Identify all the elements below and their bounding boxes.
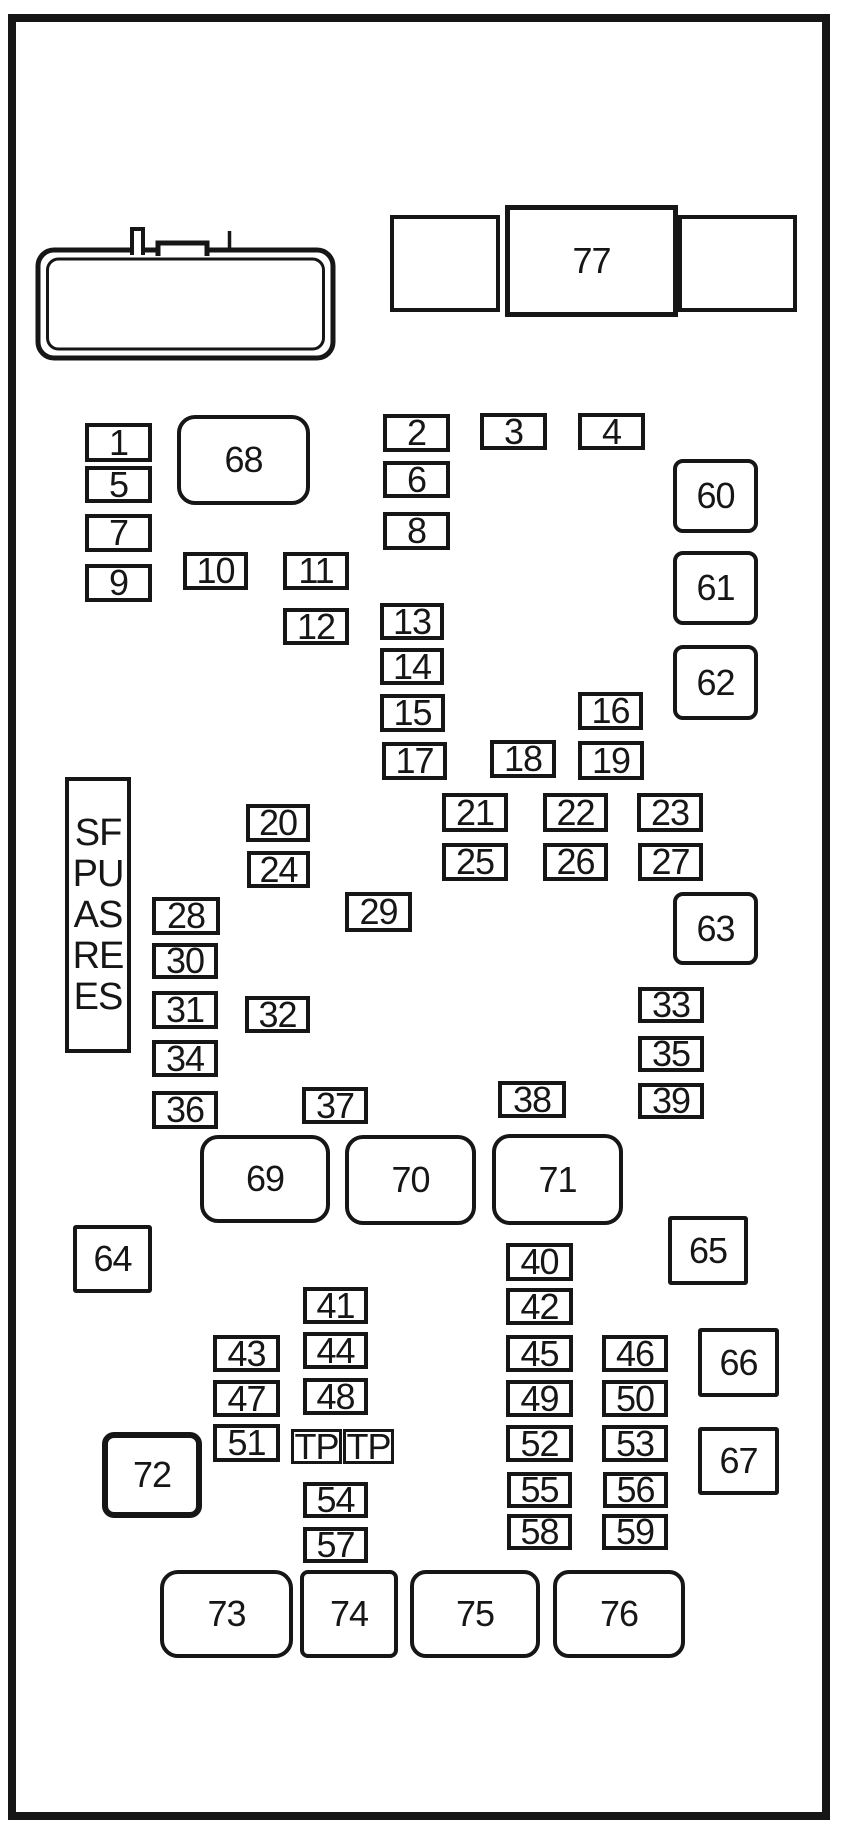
fuse-33 bbox=[638, 984, 704, 1025]
relay-66-label: 66 bbox=[719, 1341, 758, 1383]
relay-68 bbox=[177, 415, 310, 505]
fuse-3 bbox=[480, 410, 547, 452]
fuse-30 bbox=[152, 940, 218, 981]
fuse-4-label: 4 bbox=[601, 410, 622, 452]
fuse-23 bbox=[637, 793, 703, 832]
mega-fuse-77-label: 77 bbox=[572, 240, 611, 281]
fuse-27 bbox=[638, 843, 703, 881]
fuse-24 bbox=[247, 848, 310, 890]
fuse-22-label: 22 bbox=[556, 791, 595, 833]
fuse-29-label: 29 bbox=[359, 891, 398, 932]
relay-61 bbox=[673, 551, 758, 625]
fuse-55-label: 55 bbox=[520, 1469, 559, 1510]
relay-68-label: 68 bbox=[224, 439, 263, 480]
relay-73-label: 73 bbox=[207, 1593, 246, 1634]
fuse-1-label: 1 bbox=[108, 421, 129, 463]
fuse-28 bbox=[152, 897, 220, 935]
fuse-32 bbox=[245, 993, 310, 1035]
fuse-34 bbox=[152, 1037, 218, 1079]
fuse-26-label: 26 bbox=[556, 841, 595, 882]
relay-61-label: 61 bbox=[696, 567, 735, 608]
fuse-6-label: 6 bbox=[406, 458, 427, 500]
fuse-47 bbox=[213, 1377, 280, 1419]
fuse-22 bbox=[543, 793, 608, 832]
fuse-20-label: 20 bbox=[258, 802, 298, 843]
fuse-52-label: 52 bbox=[520, 1422, 559, 1464]
fuse-10 bbox=[183, 552, 248, 590]
fuse-11 bbox=[283, 552, 349, 590]
fuse-56 bbox=[603, 1469, 668, 1510]
fuse-24-label: 24 bbox=[259, 848, 298, 890]
fuse-20 bbox=[246, 804, 310, 842]
mega-fuse-77 bbox=[505, 205, 678, 317]
test-point-2 bbox=[343, 1425, 394, 1467]
relay-62 bbox=[673, 645, 758, 720]
relay-72-label: 72 bbox=[132, 1454, 172, 1495]
relay-70 bbox=[345, 1135, 476, 1225]
fuse-42 bbox=[506, 1285, 573, 1327]
spare-fuses-label bbox=[65, 777, 131, 1053]
fuse-28-label: 28 bbox=[166, 895, 206, 936]
fuse-7 bbox=[85, 514, 152, 552]
fuse-1 bbox=[85, 423, 152, 462]
fuse-40 bbox=[506, 1243, 573, 1281]
fuse-57-label: 57 bbox=[316, 1524, 355, 1565]
connector-bump bbox=[158, 243, 207, 256]
fuse-8 bbox=[383, 512, 450, 550]
fuse-49 bbox=[506, 1377, 573, 1419]
relay-69 bbox=[200, 1135, 330, 1223]
fuse-54-label: 54 bbox=[316, 1479, 355, 1520]
fuse-35-label: 35 bbox=[651, 1033, 691, 1074]
fuse-4 bbox=[578, 410, 645, 452]
fuse-21 bbox=[442, 793, 508, 832]
relay-71 bbox=[492, 1134, 623, 1225]
fuse-30-label: 30 bbox=[165, 940, 205, 981]
fuse-41-label: 41 bbox=[316, 1284, 355, 1326]
fuse-53-label: 53 bbox=[615, 1422, 655, 1464]
spare-fuses-line: PU bbox=[72, 852, 124, 895]
fuse-16 bbox=[578, 692, 643, 730]
test-point-1-label: TP bbox=[294, 1425, 339, 1467]
fuse-12-label: 12 bbox=[296, 605, 336, 647]
relay-64-label: 64 bbox=[93, 1238, 132, 1279]
relay-64 bbox=[73, 1225, 152, 1293]
fuse-51 bbox=[213, 1424, 280, 1462]
relay-74-label: 74 bbox=[329, 1593, 369, 1634]
fuse-47-label: 47 bbox=[227, 1377, 266, 1419]
relay-65-label: 65 bbox=[688, 1229, 728, 1271]
fuse-54 bbox=[303, 1479, 368, 1520]
fuse-37-label: 37 bbox=[315, 1084, 355, 1126]
fuse-25 bbox=[442, 843, 508, 881]
fuse-29 bbox=[345, 892, 412, 932]
fuse-2-label: 2 bbox=[406, 412, 427, 453]
fuse-42-label: 42 bbox=[520, 1285, 559, 1327]
fuse-38-label: 38 bbox=[512, 1078, 552, 1120]
fuse-36 bbox=[152, 1091, 218, 1129]
relay-74 bbox=[300, 1570, 398, 1658]
fuse-41 bbox=[303, 1284, 368, 1326]
fuse-5 bbox=[85, 463, 152, 505]
fuse-27-label: 27 bbox=[651, 841, 690, 882]
fuse-9-label: 9 bbox=[108, 562, 129, 603]
fuse-59 bbox=[602, 1511, 668, 1552]
fuse-55 bbox=[507, 1469, 572, 1510]
fuse-46 bbox=[602, 1332, 668, 1374]
fuse-6 bbox=[383, 458, 450, 500]
fuse-46-label: 46 bbox=[615, 1332, 655, 1374]
relay-73 bbox=[160, 1570, 293, 1658]
fuse-12 bbox=[283, 605, 349, 647]
fuse-53 bbox=[602, 1422, 668, 1464]
fuse-56-label: 56 bbox=[616, 1469, 655, 1510]
fuse-51-label: 51 bbox=[227, 1422, 266, 1463]
fuse-13-label: 13 bbox=[392, 600, 432, 642]
fuse-49-label: 49 bbox=[520, 1377, 559, 1419]
mega-fuse-77-right-tab bbox=[678, 215, 797, 312]
fuse-19-label: 19 bbox=[591, 739, 631, 781]
fuse-14-label: 14 bbox=[392, 645, 432, 687]
relay-69-label: 69 bbox=[245, 1158, 285, 1199]
connector-prong bbox=[132, 229, 143, 255]
fuse-21-label: 21 bbox=[455, 791, 495, 833]
fuse-43 bbox=[213, 1332, 280, 1374]
fuse-43-label: 43 bbox=[227, 1332, 266, 1374]
fuse-48-label: 48 bbox=[316, 1375, 355, 1417]
fuse-2 bbox=[383, 414, 450, 452]
fuse-16-label: 16 bbox=[591, 690, 630, 731]
relay-63 bbox=[673, 892, 758, 965]
fuse-25-label: 25 bbox=[455, 841, 495, 882]
fuse-58-label: 58 bbox=[520, 1511, 559, 1552]
connector-outline bbox=[30, 218, 350, 366]
fuse-59-label: 59 bbox=[615, 1511, 655, 1552]
fuse-31 bbox=[152, 991, 218, 1029]
fuse-50-label: 50 bbox=[615, 1377, 655, 1419]
mega-fuse-77-left-tab bbox=[390, 215, 500, 312]
relay-75 bbox=[410, 1570, 540, 1658]
fuse-19 bbox=[578, 741, 644, 780]
fuse-18-label: 18 bbox=[503, 738, 543, 779]
relay-60 bbox=[673, 459, 758, 533]
fuse-23-label: 23 bbox=[650, 791, 690, 833]
test-point-2-label: TP bbox=[346, 1425, 391, 1467]
fuse-7-label: 7 bbox=[108, 512, 129, 553]
fuse-15 bbox=[380, 694, 445, 732]
fuse-58 bbox=[507, 1511, 572, 1552]
fuse-9 bbox=[85, 564, 152, 602]
fuse-13 bbox=[380, 600, 444, 642]
relay-66 bbox=[698, 1328, 779, 1397]
fuse-38 bbox=[498, 1078, 566, 1120]
fuse-17 bbox=[382, 742, 447, 780]
relay-60-label: 60 bbox=[696, 475, 735, 516]
fuse-50 bbox=[602, 1377, 668, 1419]
relay-67-label: 67 bbox=[719, 1440, 758, 1481]
relay-76-label: 76 bbox=[599, 1593, 639, 1634]
relay-62-label: 62 bbox=[696, 661, 735, 703]
fuse-45 bbox=[506, 1332, 573, 1374]
fuse-45-label: 45 bbox=[520, 1332, 559, 1374]
spare-fuses-line: RE bbox=[72, 934, 124, 977]
fuse-26 bbox=[543, 843, 608, 881]
fuse-11-label: 11 bbox=[298, 550, 334, 591]
fuse-3-label: 3 bbox=[503, 410, 524, 452]
relay-75-label: 75 bbox=[455, 1593, 495, 1634]
fuse-37 bbox=[302, 1084, 368, 1126]
fuse-39-label: 39 bbox=[651, 1080, 691, 1121]
fuse-32-label: 32 bbox=[258, 993, 297, 1035]
relay-67 bbox=[698, 1427, 779, 1495]
fuse-5-label: 5 bbox=[108, 463, 129, 505]
fuse-34-label: 34 bbox=[165, 1037, 205, 1079]
fuse-14 bbox=[380, 645, 444, 687]
fuse-57 bbox=[303, 1524, 368, 1565]
fuse-35 bbox=[638, 1033, 704, 1074]
relay-70-label: 70 bbox=[391, 1159, 430, 1200]
spare-fuses-line: AS bbox=[73, 893, 123, 936]
fuse-39 bbox=[638, 1080, 704, 1121]
fuse-10-label: 10 bbox=[196, 550, 235, 591]
test-point-1 bbox=[291, 1425, 342, 1467]
relay-76 bbox=[553, 1570, 685, 1658]
fuse-33-label: 33 bbox=[651, 984, 691, 1025]
fuse-52 bbox=[506, 1422, 573, 1464]
fuse-8-label: 8 bbox=[406, 510, 427, 551]
fuse-15-label: 15 bbox=[393, 692, 432, 733]
fuse-48 bbox=[303, 1375, 368, 1417]
relay-71-label: 71 bbox=[538, 1158, 577, 1200]
relay-63-label: 63 bbox=[696, 907, 735, 949]
fuse-44 bbox=[303, 1329, 368, 1371]
spare-fuses-line: SF bbox=[74, 811, 122, 854]
fuse-17-label: 17 bbox=[395, 740, 434, 781]
relay-72 bbox=[102, 1432, 202, 1518]
spare-fuses-line: ES bbox=[73, 975, 123, 1018]
fuse-18 bbox=[490, 740, 556, 778]
fuse-44-label: 44 bbox=[316, 1329, 355, 1371]
fuse-36-label: 36 bbox=[165, 1089, 205, 1130]
fuse-40-label: 40 bbox=[520, 1241, 559, 1282]
relay-65 bbox=[668, 1216, 748, 1285]
fuse-31-label: 31 bbox=[165, 989, 205, 1030]
